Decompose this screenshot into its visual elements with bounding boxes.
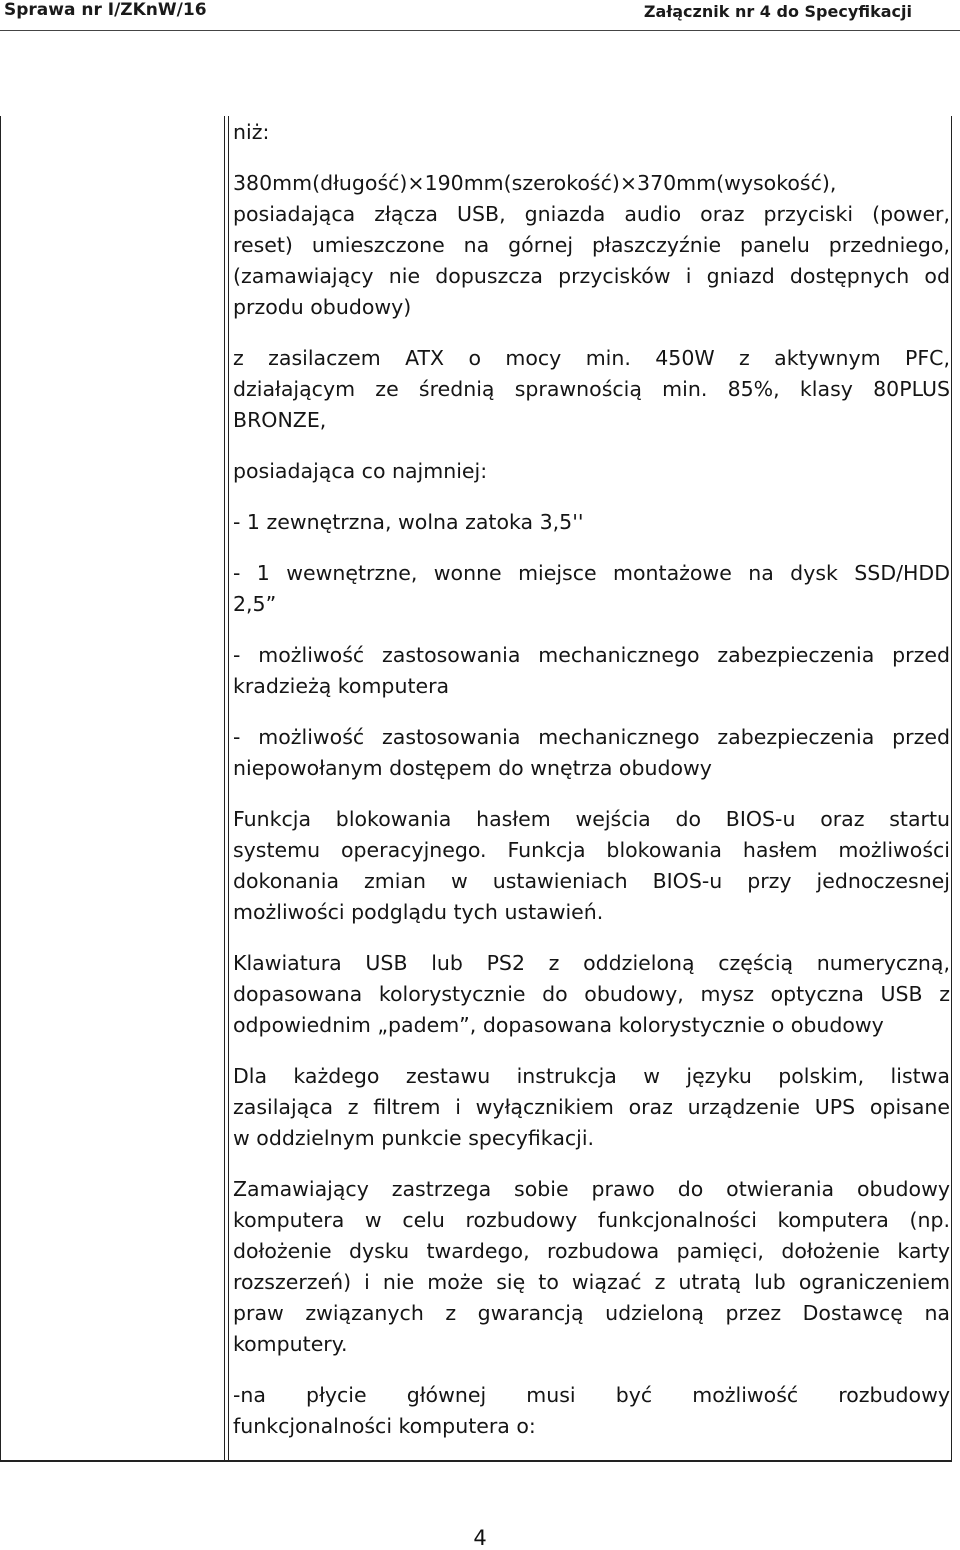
- text-line: komputery.: [233, 1332, 348, 1356]
- text-line: rozszerzeń) i nie może się to wiązać z utratą lub ograniczeniem: [233, 1270, 950, 1294]
- paragraph-bios-password: [233, 804, 950, 928]
- text-line: dopasowana kolorystycznie do obudowy, mysz optyczna USB z: [233, 982, 950, 1006]
- page-number: 4: [473, 1526, 487, 1550]
- paragraph-power-supply: [233, 343, 950, 436]
- text-line: komputera w celu rozbudowy funkcjonalności komputera (np.: [233, 1208, 950, 1232]
- text-line: (zamawiający nie dopuszcza przycisków i gniazd dostępnych od: [233, 264, 950, 288]
- header-divider: [0, 30, 960, 31]
- text-line: odpowiednim „padem”, dopasowana kolorystycznie o obudowy: [233, 1013, 884, 1037]
- paragraph-accessories: [233, 1061, 950, 1154]
- text-line: systemu operacyjnego. Funkcja blokowania hasłem możliwości: [233, 838, 950, 862]
- text-line: funkcjonalności komputera o:: [233, 1414, 536, 1438]
- text-line: posiadająca co najmniej:: [233, 459, 488, 483]
- text-line: BRONZE,: [233, 408, 327, 432]
- text-line: posiadająca złącza USB, gniazda audio oraz przyciski (power,: [233, 202, 950, 226]
- paragraph-motherboard-expansion: [233, 1380, 950, 1442]
- page-header: [0, 0, 960, 24]
- table-column-divider: [224, 116, 225, 1462]
- text-line: 2,5”: [233, 592, 277, 616]
- text-line: przodu obudowy): [233, 295, 412, 319]
- text-line: praw związanych z gwarancją udzieloną przez Dostawcę na: [233, 1301, 950, 1325]
- paragraph-access-protection: [233, 722, 950, 784]
- text-line: w oddzielnym punkcie specyfikacji.: [233, 1126, 595, 1150]
- text-line: - możliwość zastosowania mechanicznego zabezpieczenia przed: [233, 725, 950, 749]
- paragraph-case-opening: [233, 1174, 950, 1360]
- text-line: niepowołanym dostępem do wnętrza obudowy: [233, 756, 712, 780]
- text-line: - możliwość zastosowania mechanicznego zabezpieczenia przed: [233, 643, 950, 667]
- case-number: Sprawa nr I/ZKnW/16: [4, 0, 207, 20]
- text-line: zasilająca z filtrem i wyłącznikiem oraz urządzenie UPS opisane: [233, 1095, 950, 1119]
- attachment-label: Załącznik nr 4 do Specyfikacji: [643, 2, 912, 21]
- text-line: możliwości podglądu tych ustawień.: [233, 900, 604, 924]
- text-line: Zamawiający zastrzega sobie prawo do otwierania obudowy: [233, 1177, 950, 1201]
- table-column-divider-inner: [228, 116, 229, 1462]
- paragraph-internal-bay: [233, 558, 950, 620]
- text-line: 380mm(długość)×190mm(szerokość)×370mm(wysokość),: [233, 171, 837, 195]
- paragraph-external-bay: [233, 507, 950, 538]
- paragraph: [233, 117, 950, 148]
- text-line: reset) umieszczone na górnej płaszczyźnie panelu przedniego,: [233, 233, 950, 257]
- paragraph-theft-protection: [233, 640, 950, 702]
- paragraph-keyboard-mouse: [233, 948, 950, 1041]
- text-line: - 1 zewnętrzna, wolna zatoka 3,5'': [233, 510, 584, 534]
- text-line: Dla każdego zestawu instrukcja w języku polskim, listwa: [233, 1064, 950, 1088]
- text-line: -na płycie głównej musi być możliwość rozbudowy: [233, 1383, 950, 1407]
- text-line: Funkcja blokowania hasłem wejścia do BIOS-u oraz startu: [233, 807, 950, 831]
- paragraph: [233, 456, 950, 487]
- paragraph-case-dimensions: [233, 168, 950, 323]
- text-line: działającym ze średnią sprawnością min. 85%, klasy 80PLUS: [233, 377, 950, 401]
- text-line: z zasilaczem ATX o mocy min. 450W z aktywnym PFC,: [233, 346, 950, 370]
- text-line: Klawiatura USB lub PS2 z oddzieloną częścią numeryczną,: [233, 951, 950, 975]
- text-line: dołożenie dysku twardego, rozbudowa pamięci, dołożenie karty: [233, 1239, 950, 1263]
- text-line: - 1 wewnętrzne, wonne miejsce montażowe na dysk SSD/HDD: [233, 561, 950, 585]
- specification-cell: [233, 117, 950, 1462]
- text-line: niż:: [233, 120, 270, 144]
- text-line: dokonania zmian w ustawieniach BIOS-u przy jednoczesnej: [233, 869, 950, 893]
- text-line: kradzieżą komputera: [233, 674, 450, 698]
